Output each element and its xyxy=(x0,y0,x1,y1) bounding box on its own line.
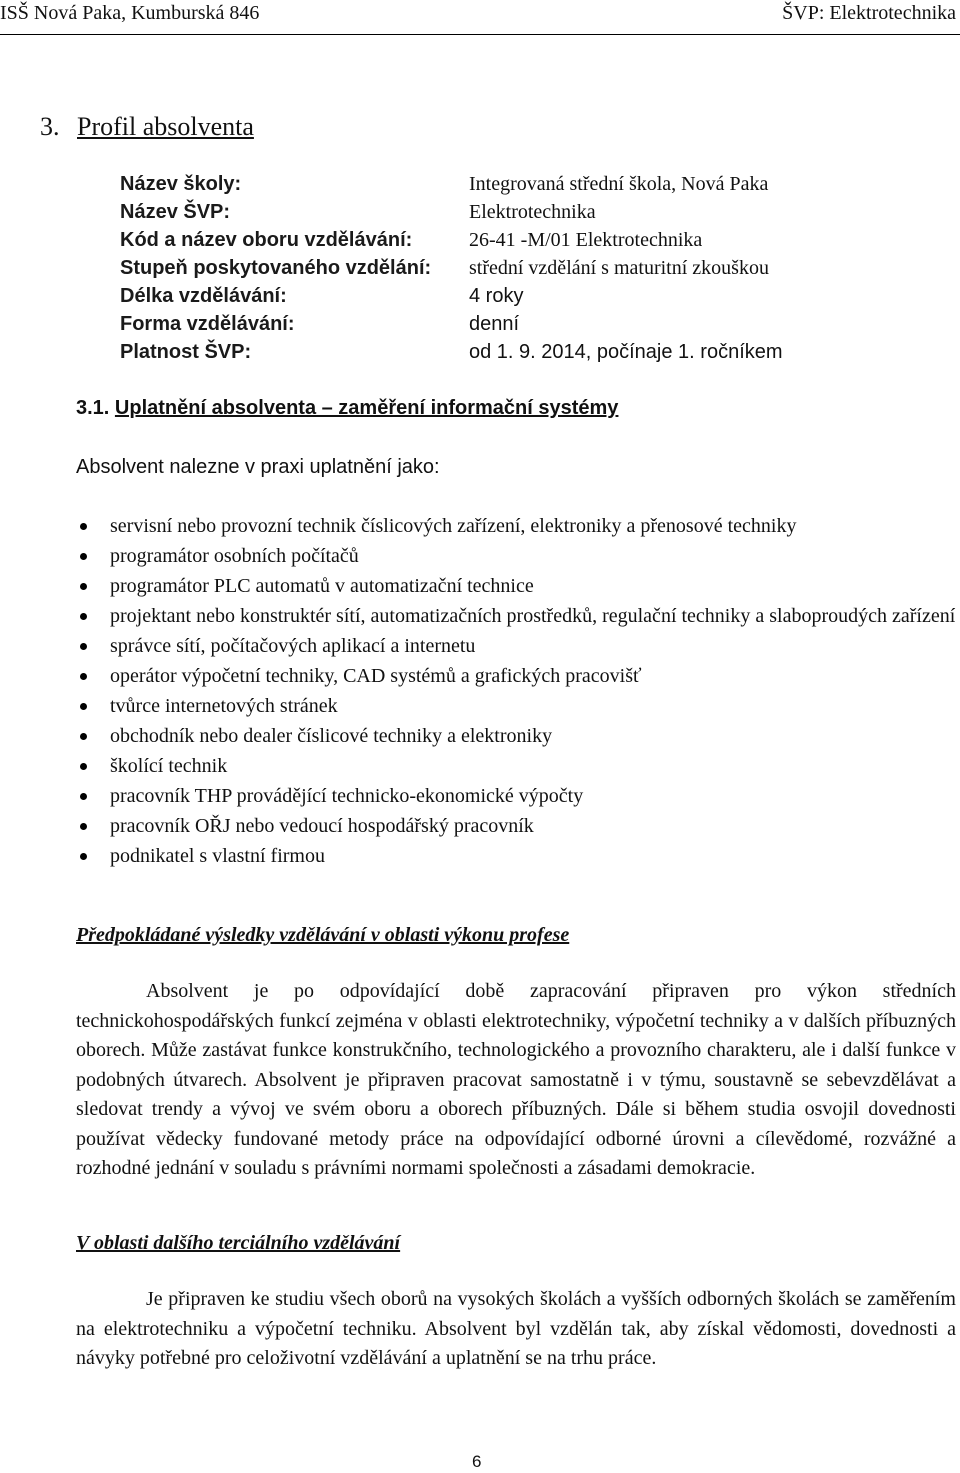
list-item: programátor osobních počítačů xyxy=(76,541,956,571)
list-item: podnikatel s vlastní firmou xyxy=(76,841,956,871)
subsection-heading xyxy=(76,397,618,420)
tertiary-paragraph: Je připraven ke studiu všech oborů na vysokých školách a vyšších odborných školách se zaměřením na elektrotechniku a výpočetní techniku. Absolvent byl vzdělán tak, aby získal vědomosti, dovednosti a návyky potřebné pro celoživotní vzdělávání a uplatnění se na trhu práce. xyxy=(76,1288,956,1369)
section-number: 3. xyxy=(40,112,60,141)
list-item: servisní nebo provozní technik číslicových zařízení, elektroniky a přenosové techniky xyxy=(76,511,956,541)
info-row-code xyxy=(120,229,880,257)
list-item: operátor výpočetní techniky, CAD systémů a grafických pracovišť xyxy=(76,661,956,691)
list-item: tvůrce internetových stránek xyxy=(76,691,956,721)
results-heading: Předpokládané výsledky vzdělávání v oblasti výkonu profese xyxy=(76,924,570,946)
page-number: 6 xyxy=(472,1452,482,1471)
info-value: Elektrotechnika xyxy=(469,201,596,223)
list-item: obchodník nebo dealer číslicové techniky a elektroniky xyxy=(76,721,956,751)
section-title: Profil absolventa xyxy=(77,112,254,141)
info-row-school xyxy=(120,173,880,201)
bullet-list xyxy=(76,511,956,871)
info-value: od 1. 9. 2014, počínaje 1. ročníkem xyxy=(469,341,783,363)
header-school: ISŠ Nová Paka, Kumburská 846 xyxy=(0,2,260,24)
info-label: Platnost ŠVP: xyxy=(120,341,252,363)
header-svp: ŠVP: Elektrotechnika xyxy=(782,2,956,24)
list-item: školící technik xyxy=(76,751,956,781)
tertiary-heading: V oblasti dalšího terciálního vzdělávání xyxy=(76,1232,401,1254)
subsection-title: Uplatnění absolventa – zaměření informační systémy xyxy=(114,397,619,419)
info-value: střední vzdělání s maturitní zkouškou xyxy=(469,257,769,279)
list-item: správce sítí, počítačových aplikací a internetu xyxy=(76,631,956,661)
list-item: projektant nebo konstruktér sítí, automatizačních prostředků, regulační techniky a slaboproudých zařízení xyxy=(76,601,956,631)
info-label: Název školy: xyxy=(120,173,242,195)
info-row-validity xyxy=(120,341,880,369)
list-item: pracovník OŘJ nebo vedoucí hospodářský pracovník xyxy=(76,811,956,841)
intro-text: Absolvent nalezne v praxi uplatnění jako: xyxy=(76,456,440,478)
info-label: Délka vzdělávání: xyxy=(120,285,287,307)
list-item: pracovník THP provádějící technicko-ekonomické výpočty xyxy=(76,781,956,811)
info-label: Forma vzdělávání: xyxy=(120,313,295,335)
info-label: Stupeň poskytovaného vzdělání: xyxy=(120,257,432,279)
info-label: Název ŠVP: xyxy=(120,201,231,223)
list-item: programátor PLC automatů v automatizační technice xyxy=(76,571,956,601)
info-value: denní xyxy=(469,313,520,335)
header-divider xyxy=(0,34,960,35)
results-paragraph: Absolvent je po odpovídající době zapracování připraven pro výkon středních technickohospodářských funkcí zejména v oblasti elektrotechniky, výpočetní techniky a v dalších příbuzných oborech. Může zastávat funkce konstrukčního, technologického a provozního charakteru, ale i další funkce v podobných útvarech. Absolvent je připraven pracovat samostatně i v týmu, soustavně se sebevzdělávat a sledovat trendy a vývoj ve svém oboru a oborech příbuzných. Dále si během studia osvojil dovednosti používat vědecky fundované metody práce na odpovídající odborné úrovni a cílevědomé, rozvážné a rozhodné jednání v souladu s právními normami společnosti a zásadami demokracie. xyxy=(76,980,956,1179)
info-row-svp xyxy=(120,201,880,229)
subsection-number: 3.1. xyxy=(76,397,110,419)
info-value: 26-41 -M/01 Elektrotechnika xyxy=(469,229,703,251)
info-row-form xyxy=(120,313,880,341)
info-row-length xyxy=(120,285,880,313)
info-value: 4 roky xyxy=(469,285,524,307)
info-value: Integrovaná střední škola, Nová Paka xyxy=(469,173,769,195)
section-heading xyxy=(40,112,254,142)
info-row-level xyxy=(120,257,880,285)
info-label: Kód a název oboru vzdělávání: xyxy=(120,229,413,251)
